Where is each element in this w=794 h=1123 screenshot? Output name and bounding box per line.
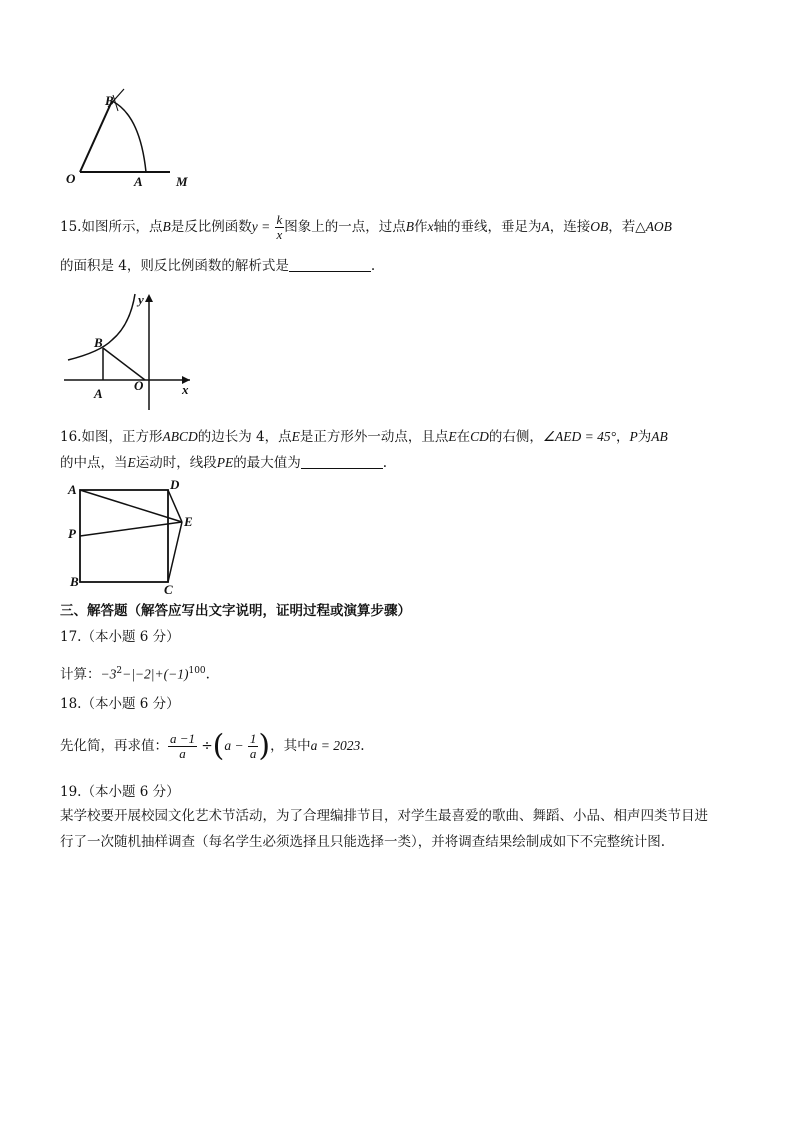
fraction-a-minus-1-over-a: $\frac{a -1}{a}$	[170, 731, 196, 761]
figure-angle-construction	[60, 85, 210, 195]
question-16-line2: 的中点，当E运动时，线段PE的最大值为 .	[60, 455, 388, 471]
question-18-body: 先化简，再求值： $\frac{a -1}{a}$ ÷(a − $\frac{1}{a}$ )，其中a = 2023.	[60, 728, 365, 764]
answer-blank-16[interactable]	[301, 454, 383, 469]
label-P: P	[68, 526, 76, 541]
label-x: x	[182, 382, 189, 397]
label-A: A	[134, 174, 143, 189]
fraction-k-over-x: $\frac{k}{x}$	[276, 212, 283, 242]
label-B: B	[94, 335, 103, 350]
label-O: O	[134, 378, 144, 393]
question-19-line2: 行了一次随机抽样调查（每名学生必须选择且只能选择一类），并将调查结果绘制成如下不完整统计图.	[60, 834, 666, 850]
question-16-line1: 16.如图，正方形ABCD的边长为 4，点E是正方形外一动点，且点E在CD的右侧，∠AED = 45°，P为AB	[60, 429, 668, 445]
question-19-line1: 某学校要开展校园文化艺术节活动，为了合理编排节目，对学生最喜爱的歌曲、舞蹈、小品、相声四类节目进	[60, 808, 708, 824]
label-D: D	[170, 477, 180, 492]
question-19-header: 19.（本小题 6 分）	[60, 784, 180, 800]
label-E: E	[184, 514, 193, 529]
label-O: O	[66, 171, 76, 186]
figure-reciprocal-graph	[60, 290, 200, 415]
question-17-body: 计算：$-3^2-|-2|+(-1)^{100}$.	[60, 666, 210, 683]
label-B: B	[70, 574, 79, 589]
label-A: A	[68, 482, 77, 497]
label-A: A	[94, 386, 103, 401]
question-17-header: 17.（本小题 6 分）	[60, 629, 180, 645]
figure-square-ABCD	[62, 476, 212, 601]
question-18-header: 18.（本小题 6 分）	[60, 696, 180, 712]
question-15-line2: 的面积是 4，则反比例函数的解析式是 .	[60, 258, 376, 274]
answer-blank-15[interactable]	[289, 257, 371, 272]
label-B: B	[105, 93, 114, 108]
label-C: C	[164, 582, 173, 597]
fraction-1-over-a: $\frac{1}{a}$	[249, 731, 257, 761]
label-M: M	[176, 174, 188, 189]
question-15-line1: 15.如图所示，点B是反比例函数y = $\frac{k}{x}$ 图象上的一点，过点B作x轴的垂线，垂足为A，连接OB，若△AOB	[60, 212, 672, 242]
section-3-heading: 三、解答题（解答应写出文字说明，证明过程或演算步骤）	[60, 603, 411, 619]
label-y: y	[138, 292, 144, 307]
